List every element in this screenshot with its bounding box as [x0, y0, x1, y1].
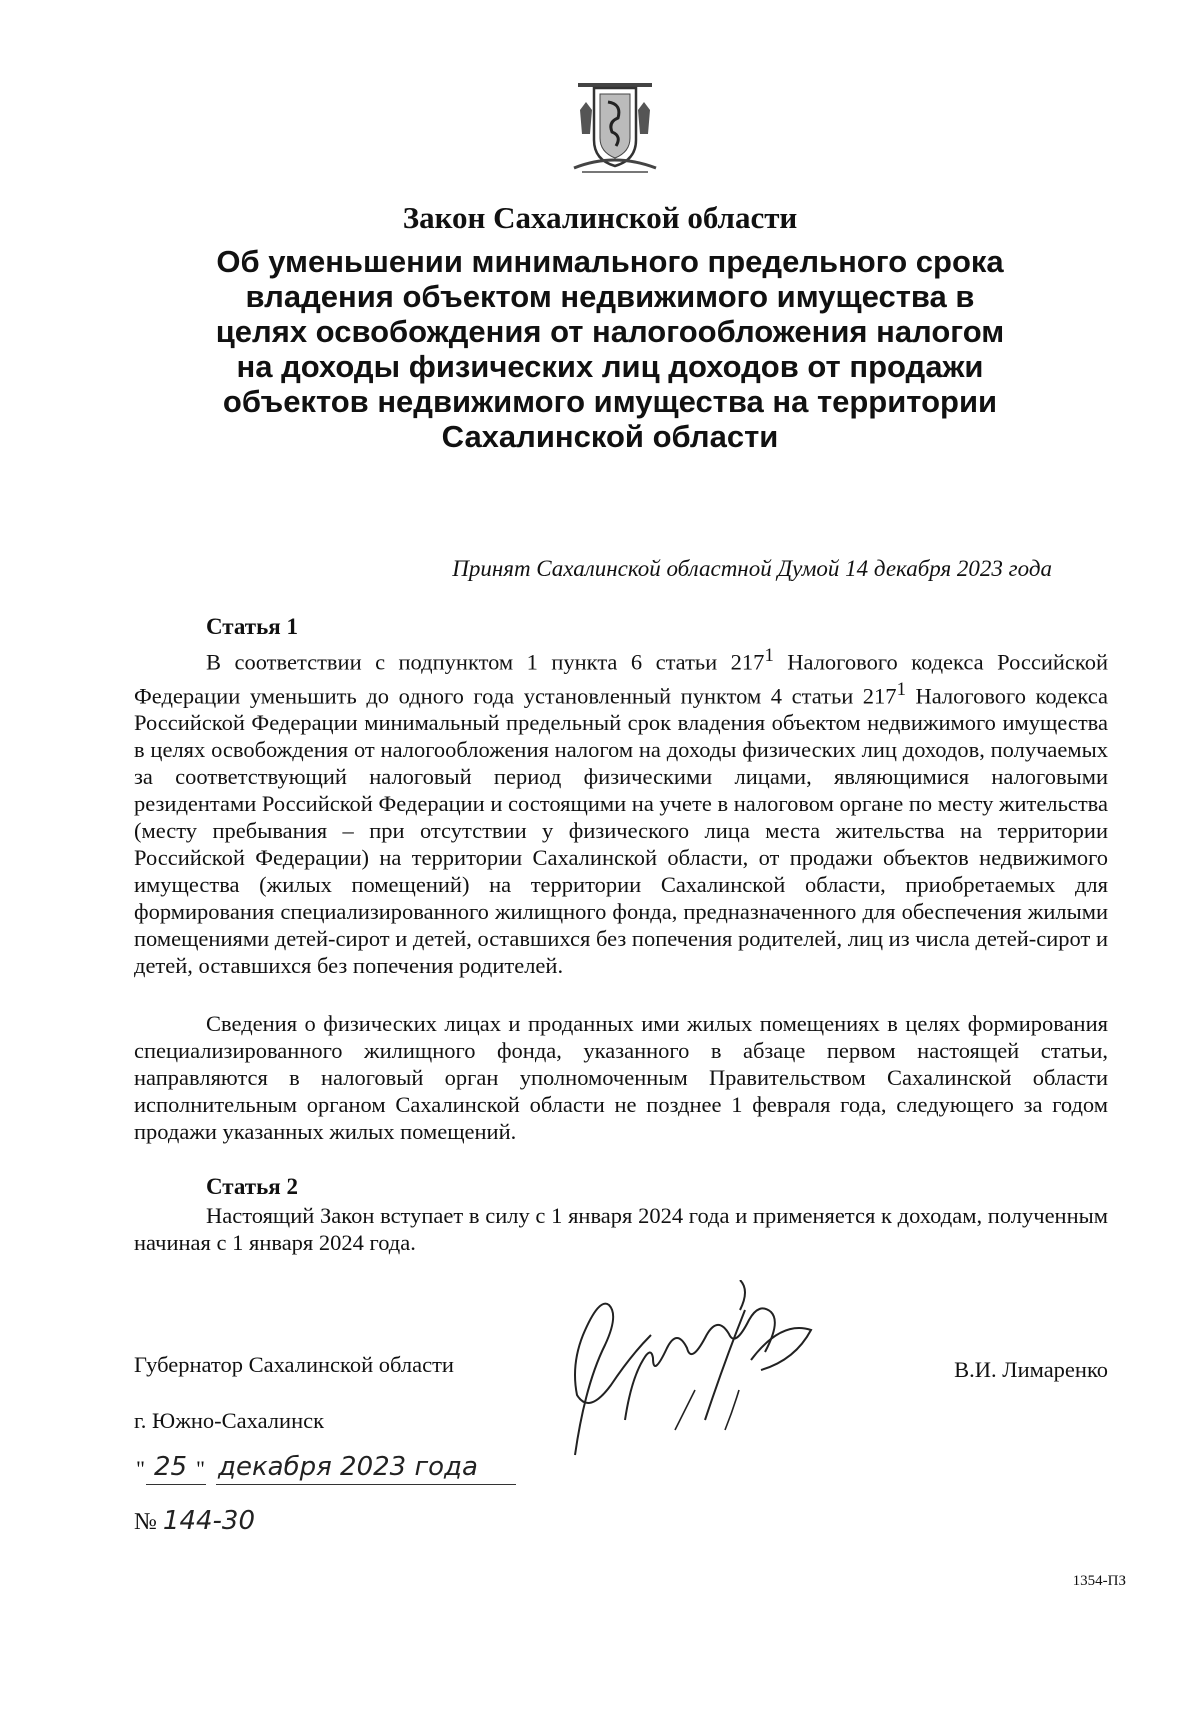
subject-line: владения объектом недвижимого имущества в	[245, 279, 975, 314]
governor-name: В.И. Лимаренко	[954, 1357, 1108, 1382]
article-2-paragraph-1: Настоящий Закон вступает в силу с 1 января 2024 года и применяется к доходам, полученным начиная с 1 января 2024 года.	[134, 1203, 1108, 1255]
subject-line: объектов недвижимого имущества на территории	[222, 384, 998, 419]
article-1-paragraph-1	[134, 642, 1108, 979]
date-day: 25	[154, 1452, 188, 1482]
article-1-paragraph-2: Сведения о физических лицах и проданных ими жилых помещениях в целях формирования специализированного жилищного фонда, указанного в абзаце первом настоящей статьи, направляются в налоговый орган уполномоченным Правительством Сахалинской области исполнительным органом Сахалинской области не позднее 1 февраля года, следующего за годом продажи указанных жилых помещений.	[134, 1011, 1108, 1144]
law-title: Закон Сахалинской области	[402, 200, 798, 235]
subject-line: Об уменьшении минимального предельного срока	[216, 244, 1004, 279]
number-sign: №	[134, 1509, 157, 1535]
subject-line: целях освобождения от налогообложения налогом	[215, 314, 1005, 349]
subject-line: на доходы физических лиц доходов от продажи	[236, 349, 984, 384]
text-segment: В соответствии с подпунктом 1 пункта 6 статьи 217	[206, 649, 765, 675]
superscript: 1	[896, 678, 906, 700]
article-2-heading: Статья 2	[206, 1174, 298, 1199]
handwritten-signature	[555, 1280, 875, 1470]
city: г. Южно-Сахалинск	[134, 1408, 325, 1433]
text-segment: Налогового кодекса Российской Федерации минимальный предельный срок владения объектом недвижимого имущества в целях освобождения от налогообложения налогом на доходы физических лиц доходов, получаемых за соответствующий налоговый период физическими лицами, являющимися налоговыми резидентами Российской Федерации и состоящими на учете в налоговом органе по месту жительства (месту пребывания – при отсутствии у физического лица места жительства на территории Российской Федерации) на территории Сахалинской области, от продажи объектов недвижимого имущества (жилых помещений) на территории Сахалинской области, приобретаемых для формирования специализированного жилищного фонда, предназначенного для обеспечения жилыми помещениями детей-сирот и детей, оставшихся без попечения родителей, лиц из числа детей-сирот и детей, оставшихся без попечения родителей.	[134, 683, 1108, 978]
number-value: 144-30	[162, 1506, 255, 1536]
law-subject	[140, 244, 1080, 454]
governor-title: Губернатор Сахалинской области	[134, 1352, 454, 1377]
date-month-year: декабря 2023 года	[218, 1452, 478, 1482]
adoption-note: Принят Сахалинской областной Думой 14 декабря 2023 года	[452, 556, 1052, 581]
article-1-heading: Статья 1	[206, 614, 298, 639]
text-segment: Налогового кодекса Российской Федерации уменьшить до одного года установленный пунктом 4 статьи 217	[134, 649, 1108, 708]
signing-date: " 25 " декабря 2023 года	[136, 1452, 536, 1492]
law-number	[134, 1506, 255, 1536]
superscript: 1	[764, 645, 774, 666]
coat-of-arms-emblem	[570, 80, 660, 176]
subject-line: Сахалинской области	[441, 419, 779, 454]
document-code: 1354-ПЗ	[1072, 1573, 1126, 1589]
